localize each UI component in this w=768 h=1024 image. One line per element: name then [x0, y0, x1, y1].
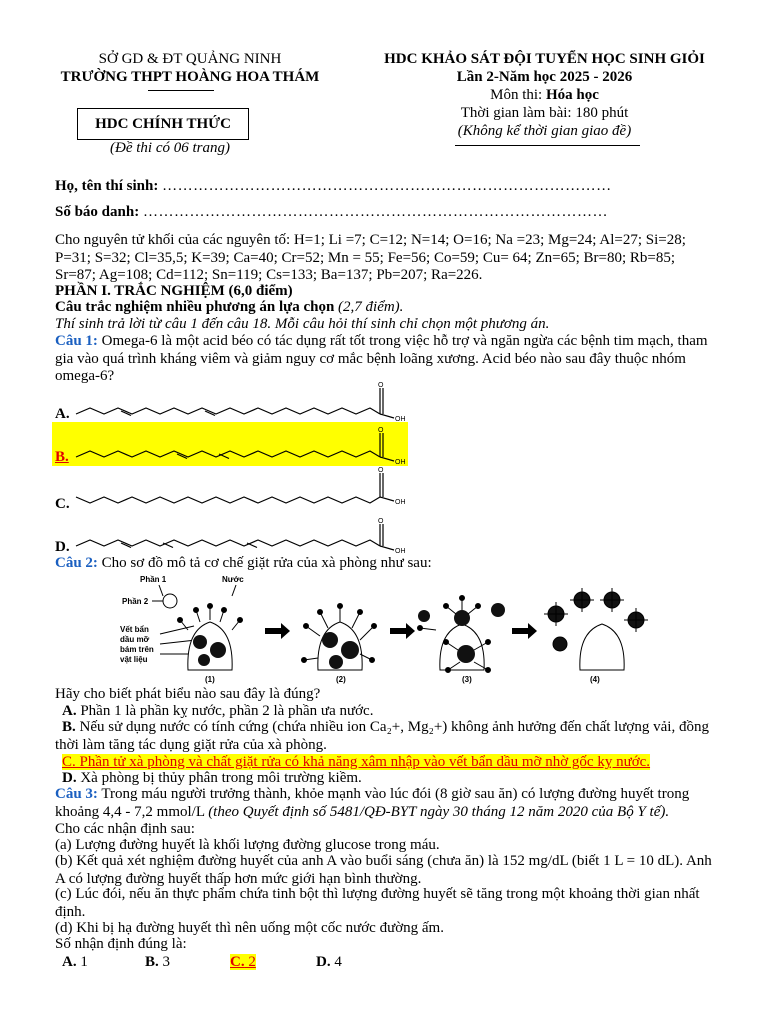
part1-subtitle-line: [55, 299, 717, 317]
candidate-id-dots: ………………………………………………………………………………: [142, 204, 608, 220]
structure-a-o: O: [378, 382, 384, 389]
structure-a-oh: OH: [395, 416, 406, 423]
structure-b-o: O: [378, 427, 384, 434]
q2-option-d-label: D.: [62, 770, 77, 786]
q2-option-d[interactable]: [62, 770, 717, 788]
q3-option-c-value: 2: [244, 954, 256, 970]
structure-d-o: O: [378, 518, 384, 525]
fig-step-3: (3): [462, 675, 472, 684]
statement-a: (a) Lượng đường huyết là khối lượng đường glucose trong máu.: [55, 837, 440, 853]
part1-subtitle: Câu trắc nghiệm nhiều phương án lựa chọn: [55, 299, 339, 315]
fig-step-1: (1): [205, 675, 215, 684]
header-left-rule: [148, 90, 214, 91]
q2-option-a[interactable]: [62, 703, 717, 721]
q3-option-c-label: C.: [230, 954, 245, 970]
candidate-name-field: [55, 178, 612, 195]
q1-option-b[interactable]: B.: [55, 449, 69, 465]
q3-option-a-value: 1: [76, 954, 88, 970]
question-3: [55, 786, 717, 821]
structure-c-oh: OH: [395, 499, 406, 506]
fig-stage-3: [418, 596, 506, 673]
structure-b-chain: [76, 451, 380, 457]
question-3-text: Trong máu người trưởng thành, khỏe mạnh vào lúc đói (8 giờ sau ăn) có lượng đường huyết trong khoảng 4,4 - 7,2 mmol/L: [55, 786, 690, 820]
q2-option-b-text: Nếu sử dụng nước có tính cứng (chứa nhiều ion Ca₂+, Mg₂+) không ảnh hưởng đến chất lượng vải, đồng thời làm tăng tác dụng giặt rửa của xà phòng.: [55, 719, 709, 753]
header-right-rule: [455, 145, 640, 146]
structure-c-o: O: [378, 467, 384, 474]
q1-option-a[interactable]: A.: [55, 406, 70, 422]
duration-note: (Không kể thời gian giao đề): [457, 123, 632, 139]
fig-step-2: (2): [336, 675, 346, 684]
fig-arrow-1: [265, 623, 290, 639]
question-3-intro: Cho các nhận định sau:: [55, 821, 195, 837]
part1-title: PHẦN I. TRẮC NGHIỆM (6,0 điểm): [55, 283, 293, 299]
header-right: [352, 50, 737, 140]
q3-option-b-label: B.: [145, 954, 159, 970]
fig-stage-1: [178, 604, 243, 671]
atomic-masses: Cho nguyên tử khối của các nguyên tố: H=1; Li =7; C=12; N=14; O=16; Na =23; Mg=24; Al=27; Si=28; P=31; S=32; Cl=35,5; K=39; Ca=40; Cr=52; Mn = 55; Fe=56; Co=59; Cu= 64; Zn=65; Br=80; Rb=85; Sr=87; Ag=108; Cd=112; Sn=119; Cs=133; Ba=137; Pb=207; Ra=226.: [55, 232, 686, 283]
department-name: SỞ GD & ĐT QUẢNG NINH: [98, 51, 282, 67]
q2-option-c-text: C. Phần tử xà phòng và chất giặt rửa có khả năng xâm nhập vào vết bẩn dầu mỡ nhờ gốc kỵ nước.: [62, 754, 651, 770]
statement-d: (d) Khi bị hạ đường huyết thì nên uống một cốc nước đường ấm.: [55, 920, 444, 936]
duration: Thời gian làm bài: 180 phút: [460, 105, 629, 121]
subject-name: Hóa học: [545, 87, 599, 103]
pages-note: (Đề thi có 06 trang): [110, 140, 230, 156]
soap-mechanism-figure: [0, 570, 768, 685]
candidate-id-field: [55, 204, 608, 221]
q3-option-d-label: D.: [316, 954, 331, 970]
q3-option-c[interactable]: [230, 954, 260, 972]
subject-label: Môn thi:: [490, 87, 546, 103]
fig-arrow-2: [390, 623, 415, 639]
school-name: TRƯỜNG THPT HOÀNG HOA THÁM: [60, 69, 320, 85]
q3-option-a-label: A.: [62, 954, 77, 970]
fatty-acid-structures: [0, 378, 768, 558]
exam-title: HDC KHẢO SÁT ĐỘI TUYỂN HỌC SINH GIỎI: [384, 51, 705, 67]
fig-stain-4: vật liệu: [120, 655, 148, 664]
fig-part2-label: Phần 2: [122, 597, 149, 606]
question-3-label: Câu 3:: [55, 786, 98, 802]
subject-line: [352, 86, 737, 104]
fig-arrow-3: [512, 623, 537, 639]
question-2-ask: Hãy cho biết phát biểu nào sau đây là đúng?: [55, 686, 321, 702]
fig-step-4: (4): [590, 675, 600, 684]
candidate-id-label: Số báo danh:: [55, 204, 143, 220]
structure-b-oh: OH: [395, 459, 406, 466]
q2-option-b[interactable]: [55, 719, 717, 754]
fig-stage-2: [302, 604, 377, 671]
header-left: [40, 50, 340, 86]
question-2-label: Câu 2:: [55, 555, 98, 571]
fig-water-label: Nước: [222, 575, 244, 584]
fig-stain-2: dầu mỡ: [120, 635, 150, 644]
structure-d-oh: OH: [395, 548, 406, 555]
official-badge: HDC CHÍNH THỨC: [77, 108, 249, 140]
fig-part1-label: Phần 1: [140, 575, 167, 584]
candidate-name-dots: ……………………………………………………………………………: [162, 178, 612, 194]
exam-round: Lần 2-Năm học 2025 - 2026: [456, 69, 633, 85]
statement-c: (c) Lúc đói, nếu ăn thực phẩm chứa tinh bột thì lượng đường huyết sẽ tăng trong một khoảng thời gian nhất định.: [55, 886, 700, 920]
fig-stain-3: bám trên: [120, 645, 154, 654]
q2-option-b-label: B.: [62, 719, 76, 735]
q2-option-c[interactable]: [62, 754, 717, 772]
question-3-ref: (theo Quyết định số 5481/QĐ-BYT ngày 30 tháng 12 năm 2020 của Bộ Y tế).: [208, 803, 670, 820]
question-1-text: Omega-6 là một acid béo có tác dụng rất tốt trong việc hỗ trợ và ngăn ngừa các bệnh tim mạch, tham gia vào quá trình kháng viêm và giảm nguy cơ mắc bệnh loãng xương. Acid béo nào sau đây thuộc nhóm omega-6?: [55, 333, 708, 384]
part1-instruction: Thí sinh trả lời từ câu 1 đến câu 18. Mỗi câu hỏi thí sinh chỉ chọn một phương án.: [55, 316, 550, 332]
structure-c-chain: [76, 497, 380, 503]
q3-option-d[interactable]: [316, 954, 768, 972]
candidate-name-label: Họ, tên thí sinh:: [55, 178, 163, 194]
q2-option-a-label: A.: [62, 703, 77, 719]
q3-option-b-value: 3: [158, 954, 171, 970]
q3-option-d-value: 4: [330, 954, 342, 970]
question-3-ask: Số nhận định đúng là:: [55, 936, 187, 952]
q2-option-d-text: Xà phòng bị thủy phân trong môi trường kiềm.: [76, 770, 362, 786]
fig-stage-4: [544, 588, 648, 670]
question-1-label: Câu 1:: [55, 333, 98, 349]
question-2-text: Cho sơ đồ mô tả cơ chế giặt rửa của xà phòng như sau:: [97, 555, 432, 571]
q1-option-d[interactable]: D.: [55, 539, 70, 555]
q1-option-c[interactable]: C.: [55, 496, 70, 512]
fig-stain-1: Vết bẩn: [120, 625, 149, 634]
q2-option-a-text: Phần 1 là phần kỵ nước, phần 2 là phần ưa nước.: [76, 703, 374, 719]
part1-points: (2,7 điểm).: [338, 299, 404, 315]
statement-b: (b) Kết quả xét nghiệm đường huyết của anh A vào buổi sáng (chưa ăn) là 152 mg/dL (biết 1 L = 10 dL). Anh A có lượng đường huyết thấp hơn mức giới hạn bình thường.: [55, 853, 712, 887]
